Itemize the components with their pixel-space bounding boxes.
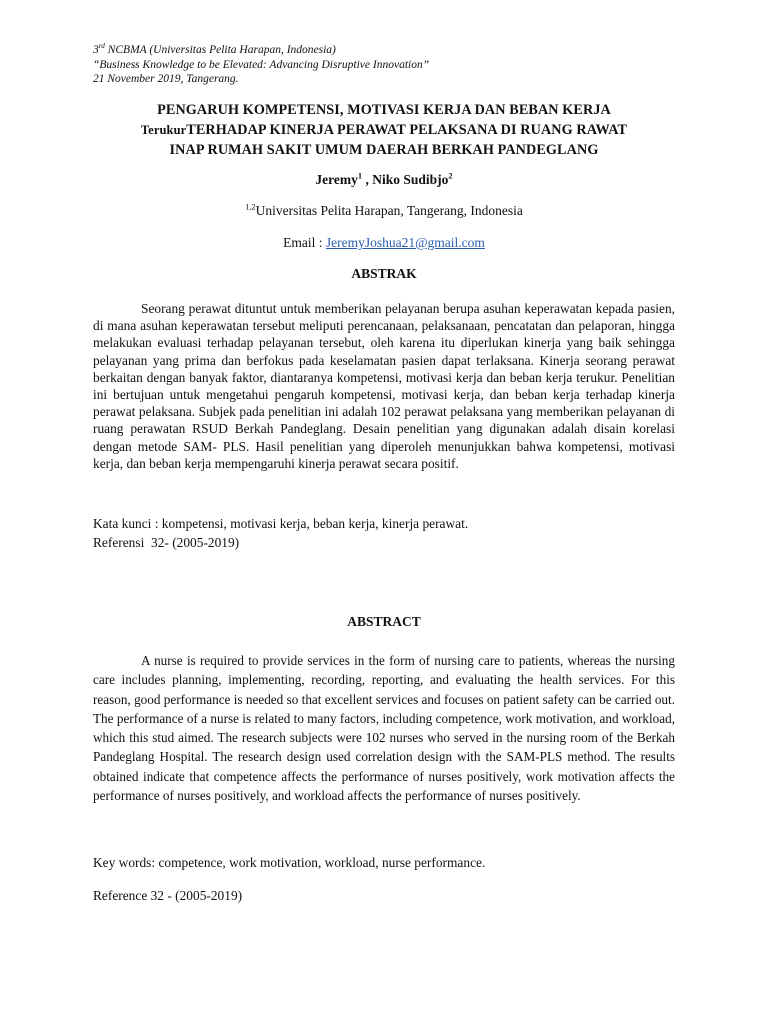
author-list	[0, 172, 768, 188]
contact-email	[0, 235, 768, 251]
abstrak-body: Seorang perawat dituntut untuk memberikan pelayanan berupa asuhan keperawatan kepada pasien, di mana asuhan keperawatan tersebut meliputi perencanaan, pelaksanaan, pencatatan dan pelaporan, hingga melakukan evaluasi terhadap pelayanan tersebut, oleh karena itu diperlukan kinerja yang baik sehingga pelayanan yang prima dan berfokus pada keselamatan pasien dapat terlaksana. Kinerja seorang perawat berkaitan dengan banyak faktor, diantaranya kompetensi, motivasi kerja dan beban kerja terukur. Penelitian ini bertujuan untuk mengetahui pengaruh kompetensi, motivasi kerja, dan beban kerja terhadap kinerja perawat pelaksana. Subjek pada penelitian ini adalah 102 perawat pelaksana yang memberikan pelayanan di ruang perawatan RSUD Berkah Pandeglang. Desain penelitian yang digunakan adalah disain korelasi dengan metode SAM- PLS. Hasil penelitian yang diperoleh menunjukkan bahwa kompetensi, motivasi kerja, dan beban kerja mempengaruhi kinerja perawat secara positif.	[93, 301, 675, 471]
title-line-3: INAP RUMAH SAKIT UMUM DAERAH BERKAH PANDEGLANG	[169, 142, 599, 158]
email-link[interactable]: JeremyJoshua21@gmail.com	[325, 235, 485, 250]
conference-name	[93, 43, 429, 58]
conference-number: 3	[93, 44, 99, 56]
conference-theme: “Business Knowledge to be Elevated: Advancing Disruptive Innovation”	[93, 58, 430, 71]
abstract-body: A nurse is required to provide services in the form of nursing care to patients, whereas the nursing care includes planning, implementing, recording, reporting, and evaluating the health services. For this reason, good performance is needed so that excellent services and focuses on patient safety can be carried out. The performance of a nurse is related to many factors, including competence, work motivation, and workload, which this stud aimed. The research subjects were 102 nurses who served in the nursing room of the Berkah Pandeglang Hospital. The research design used correlation design with the SAM-PLS method. The results obtained indicate that competence affects the performance of nurses positively, work motivation affects the performance of nurses positively, and workload affects the performance of nurses positively.	[93, 653, 675, 804]
author-2-affiliation-mark: 2	[448, 171, 453, 181]
email-label: Email :	[283, 235, 326, 250]
abstract-heading: ABSTRACT	[347, 614, 421, 629]
conference-ordinal: rd	[98, 42, 105, 51]
paper-title	[80, 100, 688, 160]
conference-date-place: 21 November 2019, Tangerang.	[93, 73, 239, 85]
abstrak-heading: ABSTRAK	[351, 266, 417, 281]
abstract-keywords: Key words: competence, work motivation, workload, nurse performance.	[93, 855, 486, 870]
conference-name-text: NCBMA (Universitas Pelita Harapan, Indonesia)	[104, 44, 336, 56]
title-line-2	[80, 120, 688, 140]
title-line-2-rest: TERHADAP KINERJA PERAWAT PELAKSANA DI RUANG RAWAT	[186, 122, 628, 138]
author-1-affiliation-mark: 1	[357, 171, 363, 181]
abstrak-references: Referensi 32- (2005-2019)	[93, 535, 240, 550]
title-line-2-lead: Terukur	[140, 123, 187, 137]
abstract-references: Reference 32 - (2005-2019)	[93, 888, 243, 903]
conference-header	[93, 43, 429, 87]
affiliation-text: Universitas Pelita Harapan, Tangerang, Indonesia	[255, 203, 523, 218]
title-line-1: PENGARUH KOMPETENSI, MOTIVASI KERJA DAN BEBAN KERJA	[157, 102, 611, 118]
author-1: Jeremy	[315, 172, 358, 187]
affiliation-mark: 1,2	[245, 202, 256, 212]
affiliation	[0, 203, 768, 219]
author-separator: ,	[362, 172, 373, 187]
abstrak-keywords: Kata kunci : kompetensi, motivasi kerja, beban kerja, kinerja perawat.	[93, 516, 469, 531]
author-2: Niko Sudibjo	[372, 172, 449, 187]
